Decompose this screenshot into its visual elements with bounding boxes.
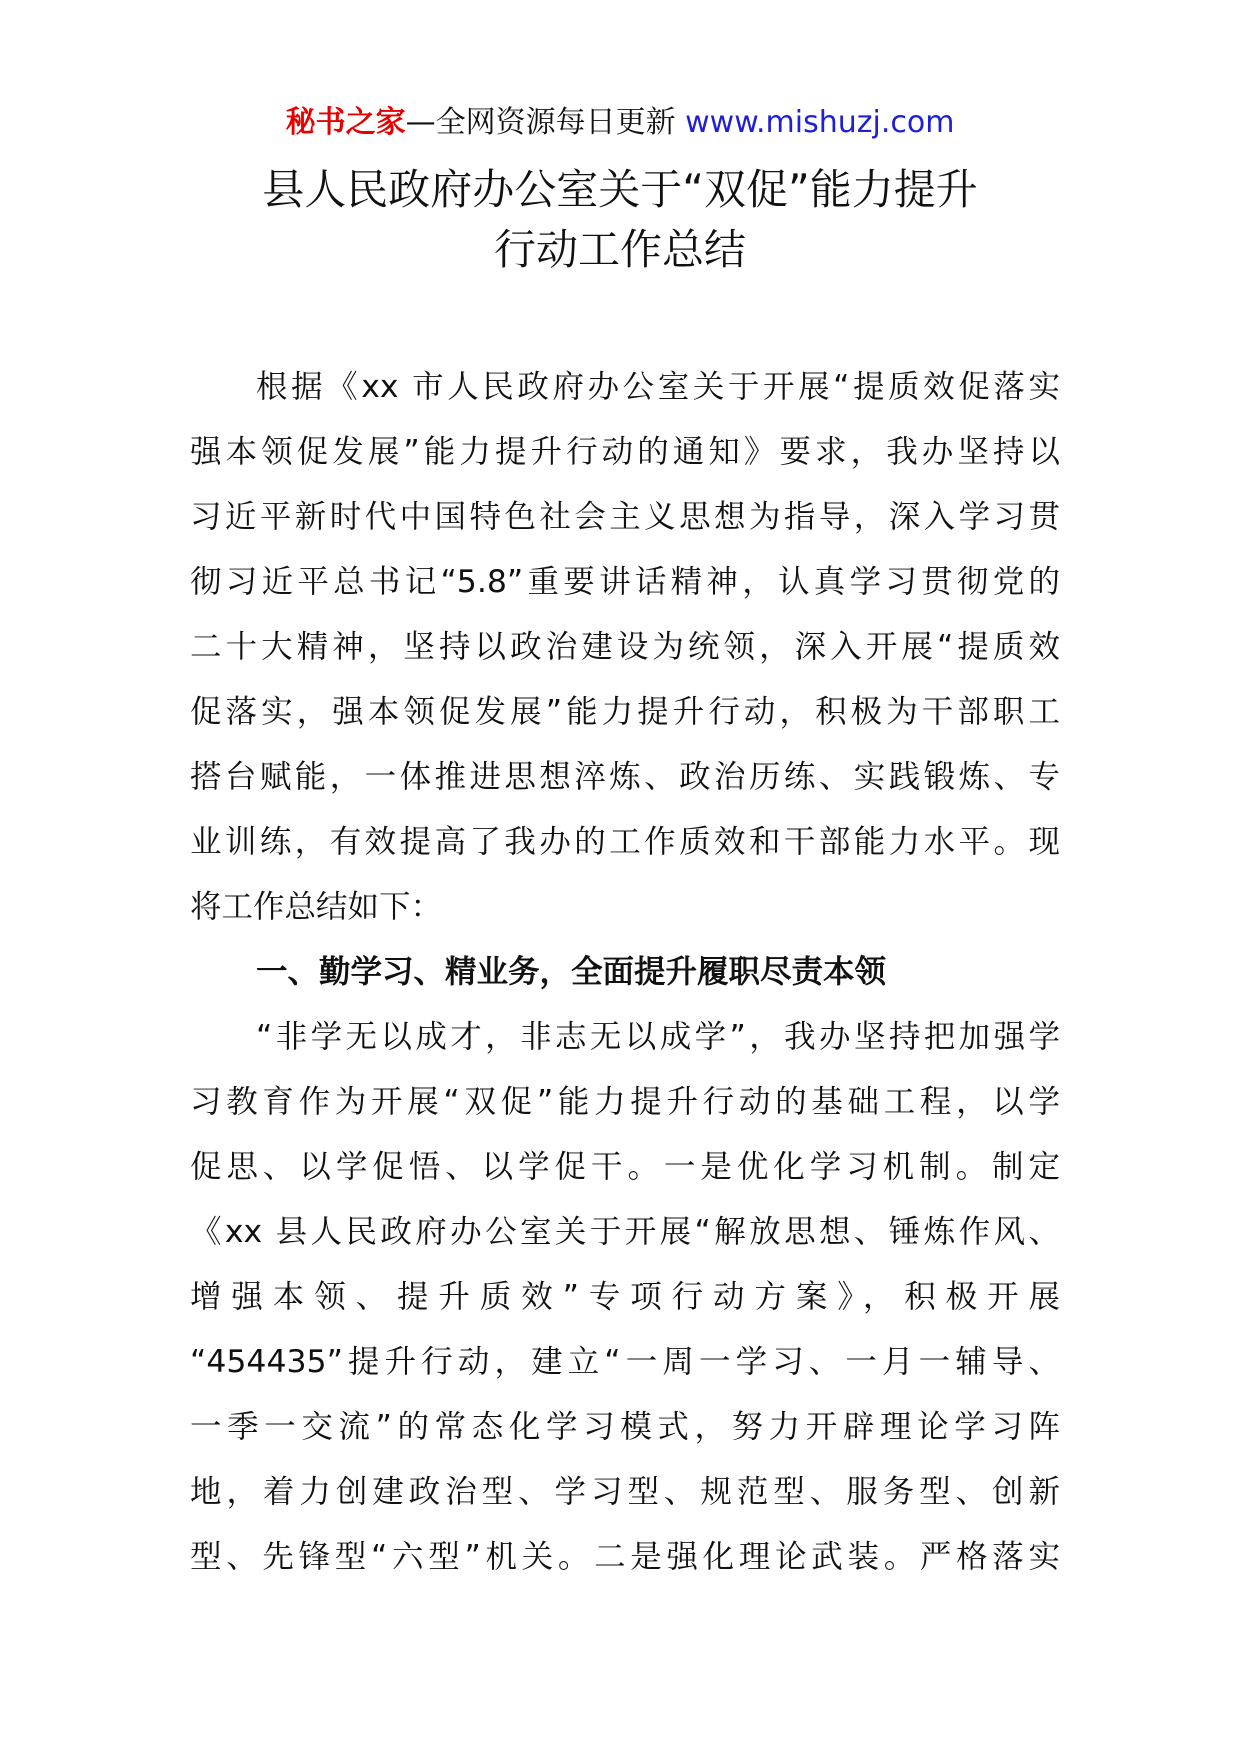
paragraph-line: 习近平新时代中国特色社会主义思想为指导，深入学习贯 — [190, 499, 1060, 535]
paragraph-line: 搭台赋能，一体推进思想淬炼、政治历练、实践锻炼、专 — [190, 759, 1060, 795]
paragraph-line: 二十大精神，坚持以政治建设为统领，深入开展“提质效 — [190, 629, 1060, 665]
paragraph-line: 地，着力创建政治型、学习型、规范型、服务型、创新 — [190, 1474, 1060, 1510]
paragraph-line: 彻习近平总书记“5.8”重要讲话精神，认真学习贯彻党的 — [190, 564, 1060, 600]
paragraph-line: 习教育作为开展“双促”能力提升行动的基础工程，以学 — [190, 1084, 1060, 1120]
site-header — [0, 103, 1240, 143]
paragraph-line: 强本领促发展”能力提升行动的通知》要求，我办坚持以 — [190, 434, 1060, 470]
document-body — [190, 355, 1060, 1590]
paragraph-line: 业训练，有效提高了我办的工作质效和干部能力水平。现 — [190, 824, 1060, 860]
brand-name: 秘书之家 — [285, 105, 406, 140]
paragraph-line: 型、先锋型“六型”机关。二是强化理论武装。严格落实 — [190, 1539, 1060, 1575]
paragraph-line: 促落实，强本领促发展”能力提升行动，积极为干部职工 — [190, 694, 1060, 730]
header-tagline: —全网资源每日更新 — [405, 105, 676, 140]
title-line-1: 县人民政府办公室关于“双促”能力提升 — [262, 165, 978, 214]
paragraph-line: 《xx 县人民政府办公室关于开展“解放思想、锤炼作风、 — [190, 1214, 1060, 1250]
paragraph-line: 增强本领、提升质效”专项行动方案》，积极开展 — [190, 1279, 1060, 1315]
paragraph-line: 根据《xx 市人民政府办公室关于开展“提质效促落实 — [256, 369, 1060, 405]
site-url-link[interactable]: www.mishuzj.com — [685, 105, 955, 140]
paragraph-line: 一季一交流”的常态化学习模式，努力开辟理论学习阵 — [190, 1409, 1060, 1445]
document-title — [100, 160, 1140, 280]
section-heading: 一、勤学习、精业务，全面提升履职尽责本领 — [256, 954, 887, 990]
paragraph-line: 将工作总结如下： — [190, 889, 443, 925]
title-line-2: 行动工作总结 — [493, 225, 746, 274]
paragraph-line: “454435”提升行动，建立“一周一学习、一月一辅导、 — [190, 1344, 1060, 1380]
paragraph-line: “非学无以成才，非志无以成学”，我办坚持把加强学 — [256, 1019, 1060, 1055]
paragraph-line: 促思、以学促悟、以学促干。一是优化学习机制。制定 — [190, 1149, 1060, 1185]
